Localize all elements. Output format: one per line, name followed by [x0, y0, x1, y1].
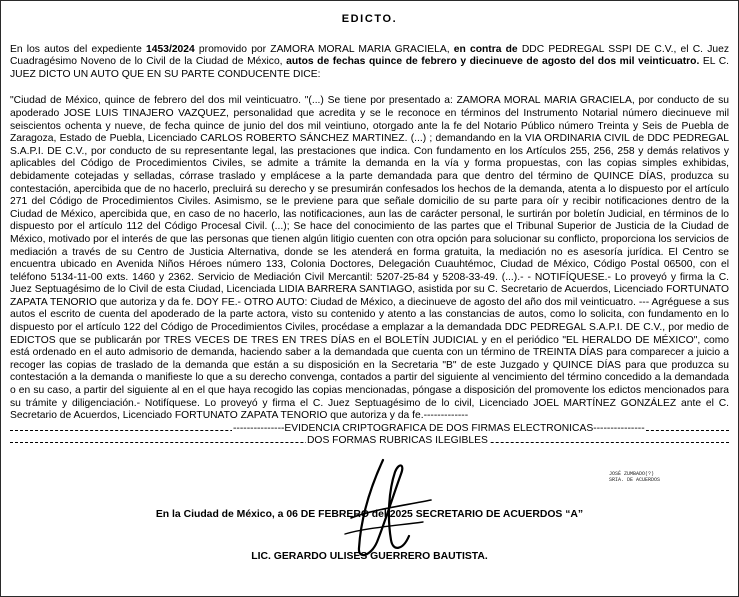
stamp-line-2: SRIA. DE ACUERDOS	[609, 477, 661, 483]
body-paragraph: "Ciudad de México, quince de febrero del dos mil veinticuatro. "(...) Se tiene por presentado a: ZAMORA MORAL MARIA GRACIELA, por conducto de su apoderado JOSE LUIS TINAJERO VAZQUEZ, personalidad que acredita y se le reconoce en términos del Instrumento Notarial número diecinueve mil seiscientos ochenta y nueve, de fecha quince de junio del dos mil veintiuno, otorgado ante la fe del Notario Público número Treinta y Seis de Puebla de Zaragoza, Estado de Puebla, Licenciado CARLOS ROBERTO SÁNCHEZ MARTINEZ. (...) ; demandando en la VIA ORDINARIA CIVIL de DDC PEDREGAL S.A.P.I. DE C.V., por conducto de su representante legal, las prestaciones que indica. Con fundamento en los Artículos 255, 256, 258 y demás relativos y aplicables del Código de Procedimientos Civiles, se admite a trámite la demanda en la vía y forma propuestas, con las copias simples exhibidas, debidamente cotejadas y selladas, córrase traslado y emplácese a la parte demandada para que dentro del término de QUINCE DÍAS, produzca su contestación, apercibida que de no hacerlo, precluirá su derecho y se presumirán confesados los hechos de la demanda, atenta a lo dispuesto por el artículo 271 del Código de Procedimientos Civiles. Asimismo, se le previene para que señale domicilio de su parte para oír y recibir notificaciones dentro de la Ciudad de México, apercibida que, en caso de no hacerlo, las notificaciones, aun las de carácter personal, le surtirán por boletín Judicial, en términos de lo dispuesto por el artículo 112 del Código Procesal Civil. (...); Se hace del conocimiento de las partes que el Tribunal Superior de Justicia de la Ciudad de México, motivado por el interés de que las personas que tienen algún litigio cuenten con otra opción para solucionar su conflicto, proporciona los servicios de mediación a través de su Centro de Justicia Alternativa, donde se les atenderá en forma gratuita, la mediación no es asesoría jurídica. El Centro se encuentra ubicado en Avenida Niños Héroes número 133, Colonia Doctores, Delegación Cuauhtémoc, Ciudad de México, Código Postal 06500, con el teléfono 5134-11-00 exts. 1460 y 2362. Servicio de Mediación Civil Mercantil: 5207-25-84 y 5208-33-49. (...).- - NOTIFÍQUESE.- Lo proveyó y firma la C. Juez Septuagésimo de lo Civil de esta Ciudad, Licenciada LIDIA BARRERA SANTIAGO, asistida por su C. Secretario de Acuerdos, Licenciado FORTUNATO ZAPATA TENORIO que autoriza y da fe. DOY FE.- OTRO AUTO: Ciudad de México, a diecinueve de agosto del año dos mil veinticuatro. --- Agréguese a sus autos el escrito de cuenta del apoderado de la parte actora, visto su contenido y atento a las constancias de autos, como lo solicita, con fundamento en lo dispuesto por el artículo 122 del Código de Procedimientos Civiles, procédase a emplazar a la demandada DDC PEDREGAL S.A.P.I. DE C.V., por medio de EDICTOS que se publicarán por TRES VECES DE TRES EN TRES DÍAS en el BOLETÍN JUDICIAL y en el periódico "EL HERALDO DE MÉXICO", como está ordenado en el auto admisorio de demanda, haciendo saber a la demandada que cuenta con un término de TREINTA DÍAS para comparecer a juicio a recoger las copias de traslado de la demanda que están a su disposición en la Secretaria "B" de este Juzgado y QUINCE DÍAS para que produzca su contestación a la demanda o manifieste lo que a su derecho convenga, contados a partir del siguiente al vencimiento del término concedido a la demandada o en su caso, a partir del siguiente al en el que haya recogido las copias mencionadas, póngase a disposición del promovente los edictos mencionados para su trámite y diligenciación.- Notifíquese. Lo proveyó y firma el C. Juez Septuagésimo de lo civil, Licenciado JOEL MARTÍNEZ GONZÁLEZ ante el C. Secretario de Acuerdos, Licenciado FORTUNATO ZAPATA TENORIO que autoriza y da fe.-------------	[10, 95, 729, 422]
separator-2-text: DOS FORMAS RUBRICAS ILEGIBLES	[307, 435, 488, 447]
document-title: EDICTO.	[341, 13, 398, 25]
separator-electronic-signatures	[10, 423, 729, 436]
contra-label: en contra de	[453, 43, 518, 55]
intro-text-1: En los autos del expediente	[10, 43, 147, 55]
expediente-number: 1453/2024	[146, 43, 195, 55]
seal-stamp	[609, 471, 660, 483]
stamp-line-1: JOSÉ ZUMBADO(?)	[609, 471, 655, 477]
intro-text-2: promovido por ZAMORA MORAL MARIA GRACIELA,	[194, 43, 454, 55]
separator-1-text: ---------------EVIDENCIA CRIPTOGRÁFICA DE DOS FIRMAS ELECTRONICAS---------------	[233, 422, 645, 434]
separator-rubricas	[10, 435, 729, 448]
place-and-date: En la Ciudad de México, a 06 DE FEBRERO del 2025 SECRETARIO DE ACUERDOS “A”	[155, 509, 584, 520]
intro-text-3: DDC PEDREGAL SSPI DE C.V., el C. Juez Cuadragésimo Noveno de lo Civil de la Ciudad de México,	[10, 43, 729, 68]
intro-text-4: EL C. JUEZ DICTO UN AUTO QUE EN SU PARTE CONDUCENTE DICE:	[10, 56, 729, 80]
signer-name: LIC. GERARDO ULISES GUERRERO BAUTISTA.	[251, 551, 488, 562]
autos-dates: autos de fechas quince de febrero y diecinueve de agosto del dos mil veinticuatro.	[286, 56, 700, 68]
intro-paragraph	[10, 44, 729, 82]
